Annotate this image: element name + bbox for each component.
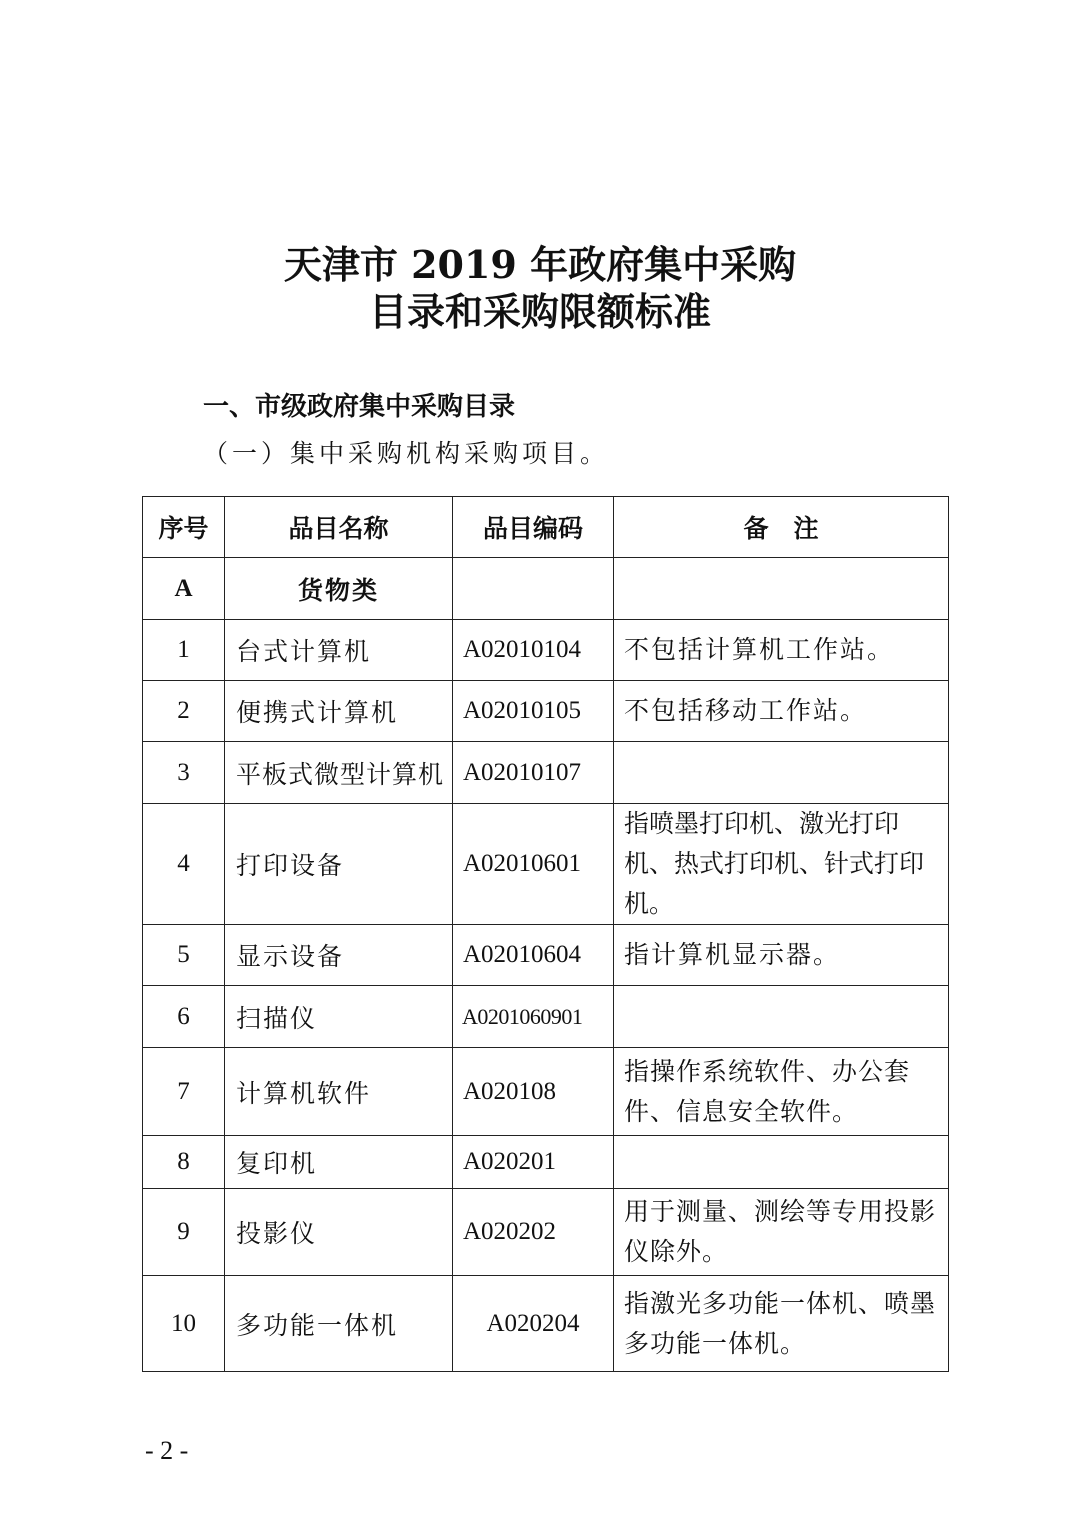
row-item-code: A020202 <box>453 1189 614 1276</box>
row-number: 2 <box>143 681 225 742</box>
row-note <box>614 1136 949 1189</box>
table-row <box>143 1136 949 1189</box>
row-number: 3 <box>143 742 225 804</box>
row-item-name: 台式计算机 <box>225 620 453 681</box>
row-note <box>614 742 949 804</box>
row-item-code: A020204 <box>453 1276 614 1372</box>
document-title-line-2: 目录和采购限额标准 <box>368 289 711 334</box>
row-number: 8 <box>143 1136 225 1189</box>
row-number: 5 <box>143 925 225 986</box>
row-note: 指计算机显示器。 <box>614 925 949 986</box>
header-serial-number: 序号 <box>143 497 225 558</box>
row-note: 不包括移动工作站。 <box>614 681 949 742</box>
table-row <box>143 1189 949 1276</box>
category-code: A <box>143 558 225 620</box>
sub-heading: （一）集中采购机构采购项目。 <box>203 439 610 468</box>
header-remarks: 备 注 <box>614 497 949 558</box>
row-number: 9 <box>143 1189 225 1276</box>
document-title-line-1: 天津市 2019 年政府集中采购 <box>283 242 797 287</box>
row-note: 不包括计算机工作站。 <box>614 620 949 681</box>
row-item-name: 多功能一体机 <box>225 1276 453 1372</box>
row-number: 4 <box>143 804 225 925</box>
category-code-cell <box>453 558 614 620</box>
table-row <box>143 742 949 804</box>
table-row <box>143 804 949 925</box>
row-note: 指喷墨打印机、激光打印机、热式打印机、针式打印机。 <box>614 804 949 925</box>
row-number: 6 <box>143 986 225 1048</box>
category-name: 货物类 <box>225 558 453 620</box>
row-item-name: 计算机软件 <box>225 1048 453 1136</box>
row-item-code: A02010601 <box>453 804 614 925</box>
row-item-code: A02010104 <box>453 620 614 681</box>
row-item-name: 便携式计算机 <box>225 681 453 742</box>
category-row <box>143 558 949 620</box>
row-item-code: A02010107 <box>453 742 614 804</box>
row-item-name: 复印机 <box>225 1136 453 1189</box>
row-item-code: A020108 <box>453 1048 614 1136</box>
table-row <box>143 681 949 742</box>
row-item-name: 扫描仪 <box>225 986 453 1048</box>
row-item-code: A020201 <box>453 1136 614 1189</box>
table-row <box>143 1048 949 1136</box>
row-item-code: A0201060901 <box>453 986 614 1048</box>
table-row <box>143 925 949 986</box>
category-note-cell <box>614 558 949 620</box>
row-note: 指激光多功能一体机、喷墨多功能一体机。 <box>614 1276 949 1372</box>
row-note: 指操作系统软件、办公套件、信息安全软件。 <box>614 1048 949 1136</box>
row-item-name: 打印设备 <box>225 804 453 925</box>
row-item-code: A02010105 <box>453 681 614 742</box>
section-heading: 一、市级政府集中采购目录 <box>203 392 516 422</box>
row-number: 7 <box>143 1048 225 1136</box>
row-item-name: 投影仪 <box>225 1189 453 1276</box>
header-item-name: 品目名称 <box>225 497 453 558</box>
row-item-name: 平板式微型计算机 <box>225 742 453 804</box>
row-number: 10 <box>143 1276 225 1372</box>
table-header-row <box>143 497 949 558</box>
row-note <box>614 986 949 1048</box>
table-row <box>143 986 949 1048</box>
table-row <box>143 620 949 681</box>
header-item-code: 品目编码 <box>453 497 614 558</box>
row-item-name: 显示设备 <box>225 925 453 986</box>
table-row <box>143 1276 949 1372</box>
row-number: 1 <box>143 620 225 681</box>
procurement-catalog-table <box>142 496 949 1372</box>
page-number: - 2 - <box>145 1436 189 1465</box>
row-item-code: A02010604 <box>453 925 614 986</box>
row-note: 用于测量、测绘等专用投影仪除外。 <box>614 1189 949 1276</box>
